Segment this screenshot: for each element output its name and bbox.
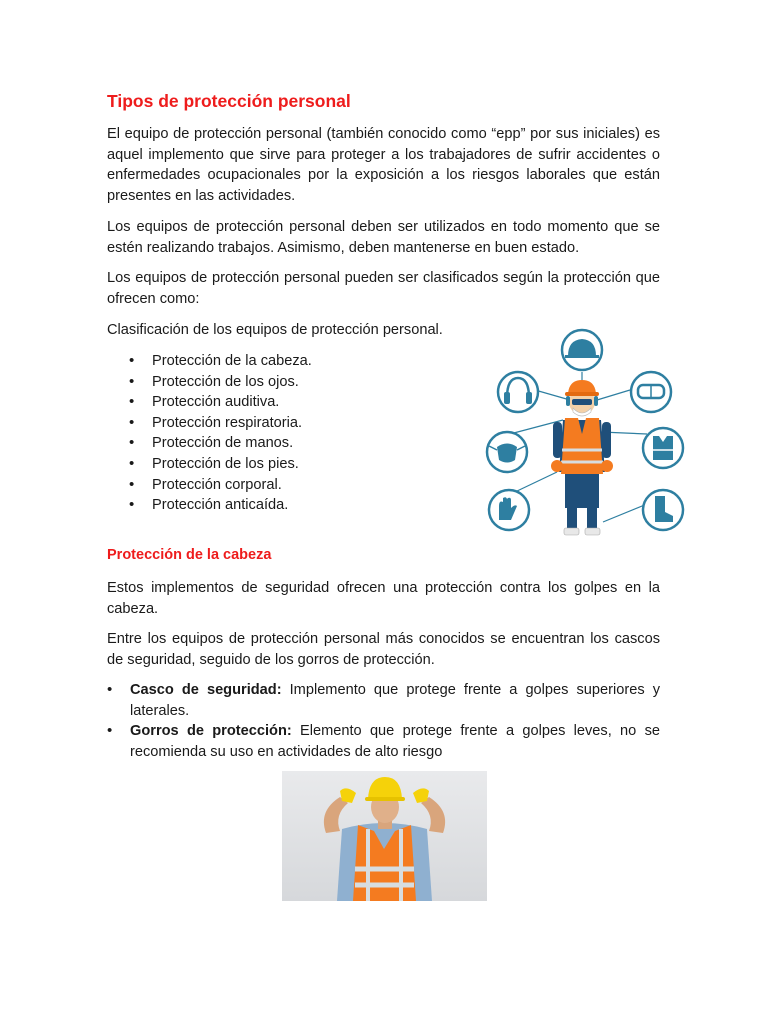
intro-paragraph-1: El equipo de protección personal (también conocido como “epp” por sus iniciales) es aquel implemento que sirve para proteger a los trabajadores de sufrir accidentes o enfermedades ocupacionales por la exposición a los riesgos laborales que están presentes en las actividades. <box>107 126 660 204</box>
earmuffs-icon <box>498 372 538 412</box>
intro-paragraph-3: Los equipos de protección personal pueden ser clasificados según la protección que ofrecen como: <box>107 270 660 307</box>
list-item: • Protección de manos. <box>108 433 312 454</box>
list-item: • Protección de los ojos. <box>108 372 312 393</box>
vest-icon <box>643 428 683 468</box>
list-item: • Protección de los pies. <box>108 454 312 475</box>
section-title-head-protection: Protección de la cabeza <box>107 547 272 563</box>
list-item: • Protección corporal. <box>108 475 312 496</box>
respirator-icon <box>487 432 527 472</box>
ppe-infographic <box>475 322 685 547</box>
term-label: Gorros de protección: <box>130 723 292 740</box>
term-description: Implemento que protege frente a golpes superiores y laterales. <box>130 682 661 719</box>
helmet-icon <box>562 330 602 370</box>
list-item: • Protección respiratoria. <box>108 413 312 434</box>
head-paragraph-2: Entre los equipos de protección personal más conocidos se encuentran los cascos de seguridad, seguido de los gorros de protección. <box>107 631 660 668</box>
classification-heading: Clasificación de los equipos de protección personal. <box>107 322 443 338</box>
intro-paragraph-2: Los equipos de protección personal deben ser utilizados en todo momento que se estén realizando trabajos. Asimismo, deben mantenerse en buen estado. <box>107 219 660 256</box>
classification-list <box>108 351 312 516</box>
goggles-icon <box>631 372 671 412</box>
page-title: Tipos de protección personal <box>107 91 351 111</box>
list-item: • Protección auditiva. <box>108 392 312 413</box>
term-description: Elemento que protege frente a golpes leves, no se recomienda su uso en actividades de alto riesgo <box>130 723 660 760</box>
head-protection-list <box>107 680 660 762</box>
head-paragraph-1: Estos implementos de seguridad ofrecen una protección contra los golpes en la cabeza. <box>107 580 660 617</box>
worker-figure <box>551 380 613 535</box>
term-label: Casco de seguridad: <box>130 682 282 698</box>
gloves-icon <box>489 490 529 530</box>
list-item <box>107 680 660 721</box>
list-item <box>107 721 660 762</box>
boots-icon <box>643 490 683 530</box>
worker-photo <box>282 771 487 901</box>
list-item: • Protección de la cabeza. <box>108 351 312 372</box>
list-item: • Protección anticaída. <box>108 495 312 516</box>
